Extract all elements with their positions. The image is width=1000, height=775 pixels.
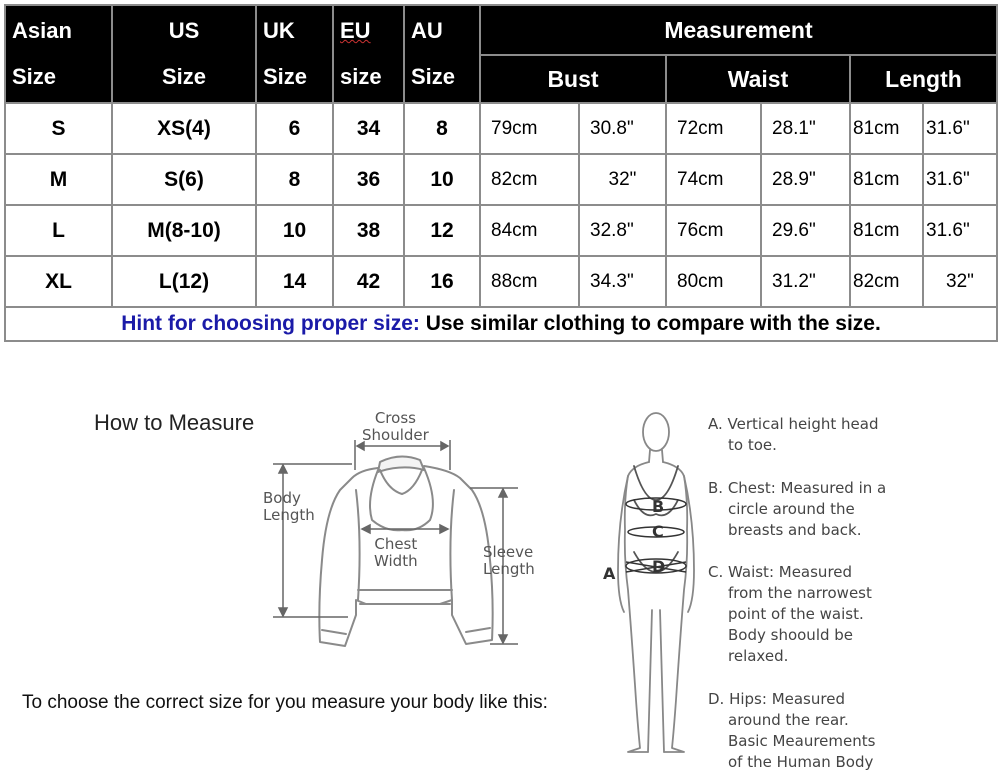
cell-waist-in: 28.1": [761, 103, 850, 154]
cell-length-cm: 81cm: [850, 154, 923, 205]
note-d-hips: D. Hips: Measured around the rear. Basic Meaurements of the Human Body: [708, 690, 876, 771]
cell-bust-in: 30.8": [579, 103, 666, 154]
body-figure-illustration: [618, 413, 694, 752]
header-bust: Bust: [480, 55, 666, 103]
cell-uk-size: 10: [256, 205, 333, 256]
cell-length-in: 32": [923, 256, 997, 307]
cell-waist-cm: 80cm: [666, 256, 761, 307]
cell-uk-size: 14: [256, 256, 333, 307]
cell-eu-size: 42: [333, 256, 404, 307]
cell-length-cm: 81cm: [850, 205, 923, 256]
cell-asian-size: L: [5, 205, 112, 256]
body-letter-b: B: [652, 497, 665, 516]
cell-uk-size: 6: [256, 103, 333, 154]
body-letter-d: D: [652, 557, 666, 576]
cell-waist-cm: 72cm: [666, 103, 761, 154]
cell-waist-in: 31.2": [761, 256, 850, 307]
sleeve-length-label: Sleeve Length: [483, 543, 535, 578]
cell-length-cm: 81cm: [850, 103, 923, 154]
choose-size-instruction: To choose the correct size for you measure your body like this:: [22, 692, 548, 713]
hint-lead: Hint for choosing proper size:: [121, 312, 420, 335]
cell-waist-cm: 76cm: [666, 205, 761, 256]
cell-length-cm: 82cm: [850, 256, 923, 307]
header-us-size: US Size: [112, 5, 256, 103]
header-asian-size: Asian Size: [5, 5, 112, 103]
note-a-height: A. Vertical height head to toe.: [708, 415, 879, 454]
cell-asian-size: XL: [5, 256, 112, 307]
cell-length-in: 31.6": [923, 205, 997, 256]
header-waist: Waist: [666, 55, 850, 103]
cell-waist-in: 28.9": [761, 154, 850, 205]
cell-bust-cm: 79cm: [480, 103, 579, 154]
cell-asian-size: M: [5, 154, 112, 205]
cell-au-size: 12: [404, 205, 480, 256]
cell-length-in: 31.6": [923, 103, 997, 154]
cell-uk-size: 8: [256, 154, 333, 205]
cell-bust-in: 32": [579, 154, 666, 205]
chest-width-label: Chest Width: [374, 535, 418, 570]
body-letter-c: C: [652, 522, 664, 541]
cell-bust-cm: 88cm: [480, 256, 579, 307]
note-b-chest: B. Chest: Measured in a circle around the breasts and back.: [708, 479, 887, 539]
cell-waist-cm: 74cm: [666, 154, 761, 205]
body-length-label: Body Length: [263, 489, 315, 524]
cell-au-size: 10: [404, 154, 480, 205]
cell-us-size: S(6): [112, 154, 256, 205]
cell-bust-in: 32.8": [579, 205, 666, 256]
cross-shoulder-label: Cross Shoulder: [362, 409, 429, 444]
header-eu-size: EU size: [333, 5, 404, 103]
cell-us-size: L(12): [112, 256, 256, 307]
cell-eu-size: 38: [333, 205, 404, 256]
cell-asian-size: S: [5, 103, 112, 154]
cell-au-size: 8: [404, 103, 480, 154]
body-letter-a: A: [603, 564, 616, 583]
cell-us-size: XS(4): [112, 103, 256, 154]
how-to-measure-title: How to Measure: [94, 410, 255, 435]
cell-waist-in: 29.6": [761, 205, 850, 256]
cell-length-in: 31.6": [923, 154, 997, 205]
cell-eu-size: 36: [333, 154, 404, 205]
hint-text: Use similar clothing to compare with the size.: [419, 312, 881, 335]
header-measurement: Measurement: [480, 5, 997, 55]
cell-au-size: 16: [404, 256, 480, 307]
cell-us-size: M(8-10): [112, 205, 256, 256]
header-length: Length: [850, 55, 997, 103]
cell-eu-size: 34: [333, 103, 404, 154]
cell-bust-cm: 84cm: [480, 205, 579, 256]
cell-bust-in: 34.3": [579, 256, 666, 307]
header-uk-size: UK Size: [256, 5, 333, 103]
cell-bust-cm: 82cm: [480, 154, 579, 205]
header-au-size: AU Size: [404, 5, 480, 103]
note-c-waist: C. Waist: Measured from the narrowest point of the waist. Body shoould be relaxed.: [708, 563, 872, 665]
